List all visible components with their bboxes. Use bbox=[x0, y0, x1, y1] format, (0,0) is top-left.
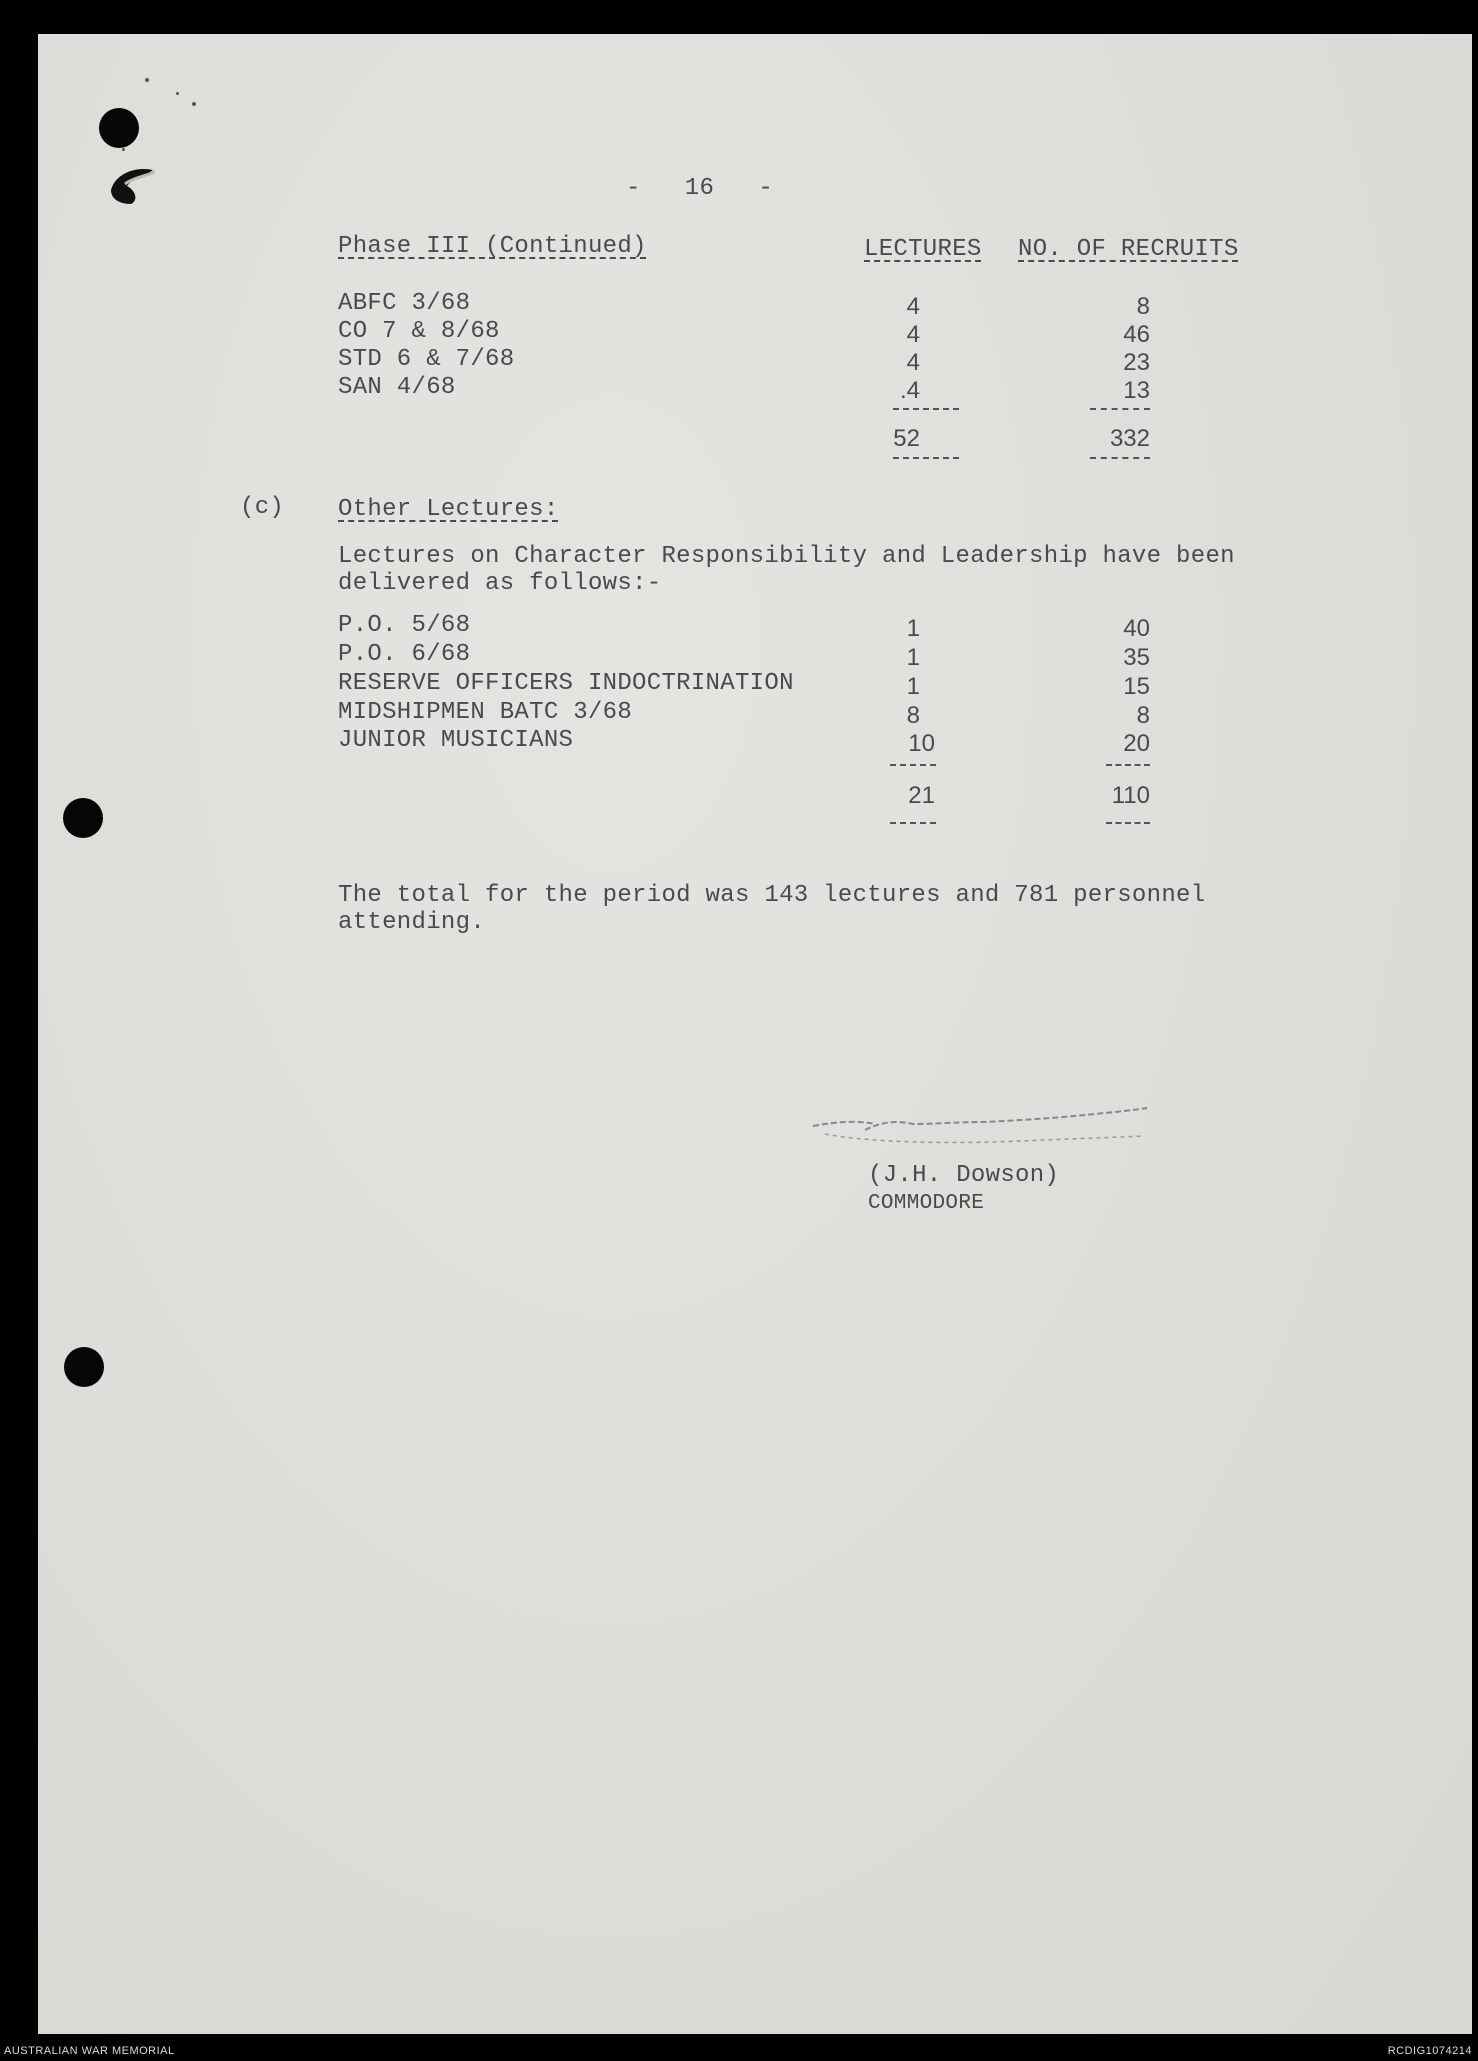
lectures-column-header: LECTURES bbox=[864, 236, 982, 263]
total-recruits: 110 bbox=[1111, 782, 1150, 809]
table-cell-lectures: 4 bbox=[906, 293, 920, 320]
table-cell-recruits: 15 bbox=[1123, 673, 1150, 700]
speck bbox=[176, 92, 179, 95]
footer-id: RCDIG1074214 bbox=[1387, 2045, 1472, 2057]
punch-hole bbox=[64, 1347, 104, 1387]
signature bbox=[795, 1100, 1155, 1160]
total-recruits: 332 bbox=[1109, 425, 1150, 452]
table-row-label: STD 6 & 7/68 bbox=[338, 346, 515, 373]
table-cell-lectures: .4 bbox=[899, 377, 920, 404]
total-rule bbox=[893, 457, 959, 459]
subtotal-rule bbox=[890, 764, 936, 766]
table-cell-recruits: 40 bbox=[1123, 615, 1150, 642]
signatory-name: (J.H. Dowson) bbox=[868, 1162, 1060, 1189]
summary-text: The total for the period was 143 lectures and 781 personnel bbox=[338, 882, 1206, 909]
table-row-label: P.O. 6/68 bbox=[338, 641, 471, 668]
table-cell-recruits: 46 bbox=[1123, 321, 1150, 348]
punch-hole bbox=[99, 108, 139, 148]
punch-hole bbox=[63, 798, 103, 838]
table-cell-recruits: 20 bbox=[1123, 730, 1150, 757]
subtotal-rule bbox=[893, 408, 959, 410]
subtotal-rule bbox=[1090, 408, 1150, 410]
signatory-rank: COMMODORE bbox=[868, 1192, 985, 1215]
table-cell-lectures: 10 bbox=[908, 730, 935, 757]
table-row-label: P.O. 5/68 bbox=[338, 612, 471, 639]
table-cell-recruits: 35 bbox=[1123, 644, 1150, 671]
table-cell-lectures: 4 bbox=[906, 349, 920, 376]
phase3-heading: Phase III (Continued) bbox=[338, 233, 647, 260]
summary-text: attending. bbox=[338, 909, 486, 936]
total-rule bbox=[890, 822, 936, 824]
table-cell-lectures: 1 bbox=[906, 673, 920, 700]
section-label: (c) bbox=[240, 494, 285, 521]
table-cell-lectures: 1 bbox=[906, 644, 920, 671]
total-lectures: 21 bbox=[908, 782, 935, 809]
intro-text: delivered as follows:- bbox=[338, 570, 662, 597]
table-cell-recruits: 23 bbox=[1123, 349, 1150, 376]
table-row-label: SAN 4/68 bbox=[338, 374, 456, 401]
table-cell-lectures: 8 bbox=[906, 702, 920, 729]
page-number: - 16 - bbox=[626, 175, 774, 202]
table-cell-recruits: 13 bbox=[1123, 377, 1150, 404]
speck bbox=[122, 148, 125, 151]
footer-source: AUSTRALIAN WAR MEMORIAL bbox=[4, 2045, 175, 2057]
speck bbox=[145, 78, 149, 82]
intro-text: Lectures on Character Responsibility and Leadership have been bbox=[338, 543, 1235, 570]
total-rule bbox=[1090, 457, 1150, 459]
table-cell-recruits: 8 bbox=[1136, 702, 1150, 729]
recruits-column-header: NO. OF RECRUITS bbox=[1018, 236, 1239, 263]
document-page bbox=[38, 34, 1472, 2034]
total-rule bbox=[1106, 822, 1150, 824]
torn-hole bbox=[105, 160, 165, 208]
table-cell-lectures: 4 bbox=[906, 321, 920, 348]
table-row-label: RESERVE OFFICERS INDOCTRINATION bbox=[338, 670, 794, 697]
table-cell-recruits: 8 bbox=[1136, 293, 1150, 320]
table-cell-lectures: 1 bbox=[906, 615, 920, 642]
other-lectures-heading: Other Lectures: bbox=[338, 496, 559, 523]
total-lectures: 52 bbox=[893, 425, 920, 452]
table-row-label: ABFC 3/68 bbox=[338, 290, 471, 317]
speck bbox=[192, 102, 196, 106]
table-row-label: JUNIOR MUSICIANS bbox=[338, 727, 574, 754]
table-row-label: CO 7 & 8/68 bbox=[338, 318, 500, 345]
subtotal-rule bbox=[1106, 764, 1150, 766]
table-row-label: MIDSHIPMEN BATC 3/68 bbox=[338, 699, 633, 726]
